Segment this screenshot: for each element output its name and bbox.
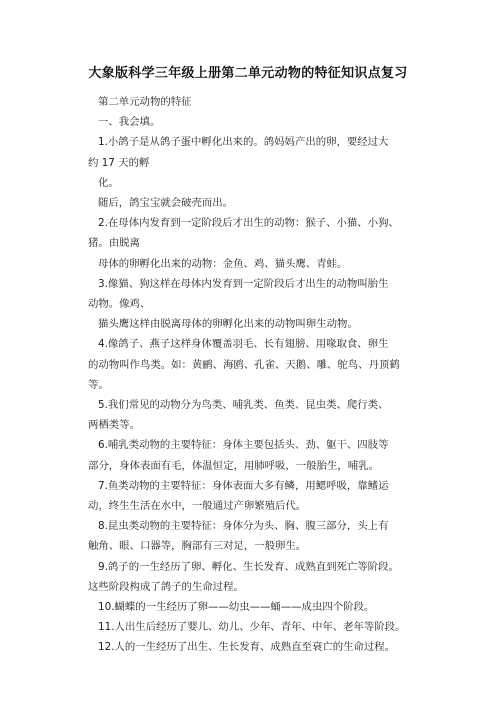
text-line: 6.哺乳类动物的主要特征：身体主要包括头、劲、躯干、四肢等 [98,439,389,452]
text-line: 动，终生生活在水中，一般通过产卵繁殖后代。 [88,500,307,513]
text-line: 11.人出生后经历了婴儿、幼儿、少年、青年、中年、老年等阶段。 [98,621,406,634]
text-line: 猪。由脱离 [88,237,140,250]
text-line: 约 17 天的孵 [88,156,150,169]
text-line: 5.我们常见的动物分为鸟类、哺乳类、鱼类、昆虫类、爬行类、 [98,399,389,412]
text-line: 动物。像鸡、 [88,298,151,311]
text-line: 化。 [98,176,119,189]
text-line: 12.人的一生经历了出生、生长发育、成熟直至衰亡的生命过程。 [98,641,396,654]
text-line: 部分，身体表面有毛，体温恒定，用肺呼吸，一般胎生，哺乳。 [88,459,379,472]
text-line: 7.鱼类动物的主要特征：身体表面大多有鳞，用鳃呼吸，靠鳍运 [98,479,389,492]
text-line: 8.昆虫类动物的主要特征：身体分为头、胸、腹三部分，头上有 [98,520,389,533]
document-body [88,92,418,658]
text-line: 10.蝴蝶的一生经历了卵——幼虫——蛹——成虫四个阶段。 [98,601,375,614]
text-line: 猫头鹰这样由脱离母体的卵孵化出来的动物叫卵生动物。 [98,318,358,331]
document-title: 大象版科学三年级上册第二单元动物的特征知识点复习 [88,66,408,81]
text-line: 第二单元动物的特征 [98,96,192,108]
text-line: 两栖类等。 [88,419,140,432]
text-line: 2.在母体内发育到一定阶段后才出生的动物：猴子、小猫、小狗、 [98,217,399,230]
text-line: 随后，鸽宝宝就会破壳而出。 [98,197,234,210]
text-line: 9.鸽子的一生经历了卵、孵化、生长发育、成熟直到死亡等阶段。 [98,560,399,573]
text-line: 的动物叫作鸟类。如：黄鹂、海鸥、孔雀、天鹅、雕、鸵鸟、丹顶鹤 [88,358,400,371]
text-line: 触角、眼、口器等，胸部有三对足，一般卵生。 [88,540,307,553]
text-line: 1.小鸽子是从鸽子蛋中孵化出来的。鸽妈妈产出的卵，要经过大 [98,136,389,149]
text-line: 4.像鸽子、燕子这样身体覆盖羽毛、长有翅膀、用喙取食、卵生 [98,338,389,351]
text-line: 一、我会填。 [98,116,161,129]
text-line: 等。 [88,378,109,391]
text-line: 母体的卵孵化出来的动物：金鱼、鸡、猫头鹰、青蛙。 [98,257,348,270]
text-line: 3.像猫、狗这样在母体内发育到一定阶段后才出生的动物叫胎生 [98,277,389,290]
text-line: 这些阶段构成了鸽子的生命过程。 [88,580,244,593]
